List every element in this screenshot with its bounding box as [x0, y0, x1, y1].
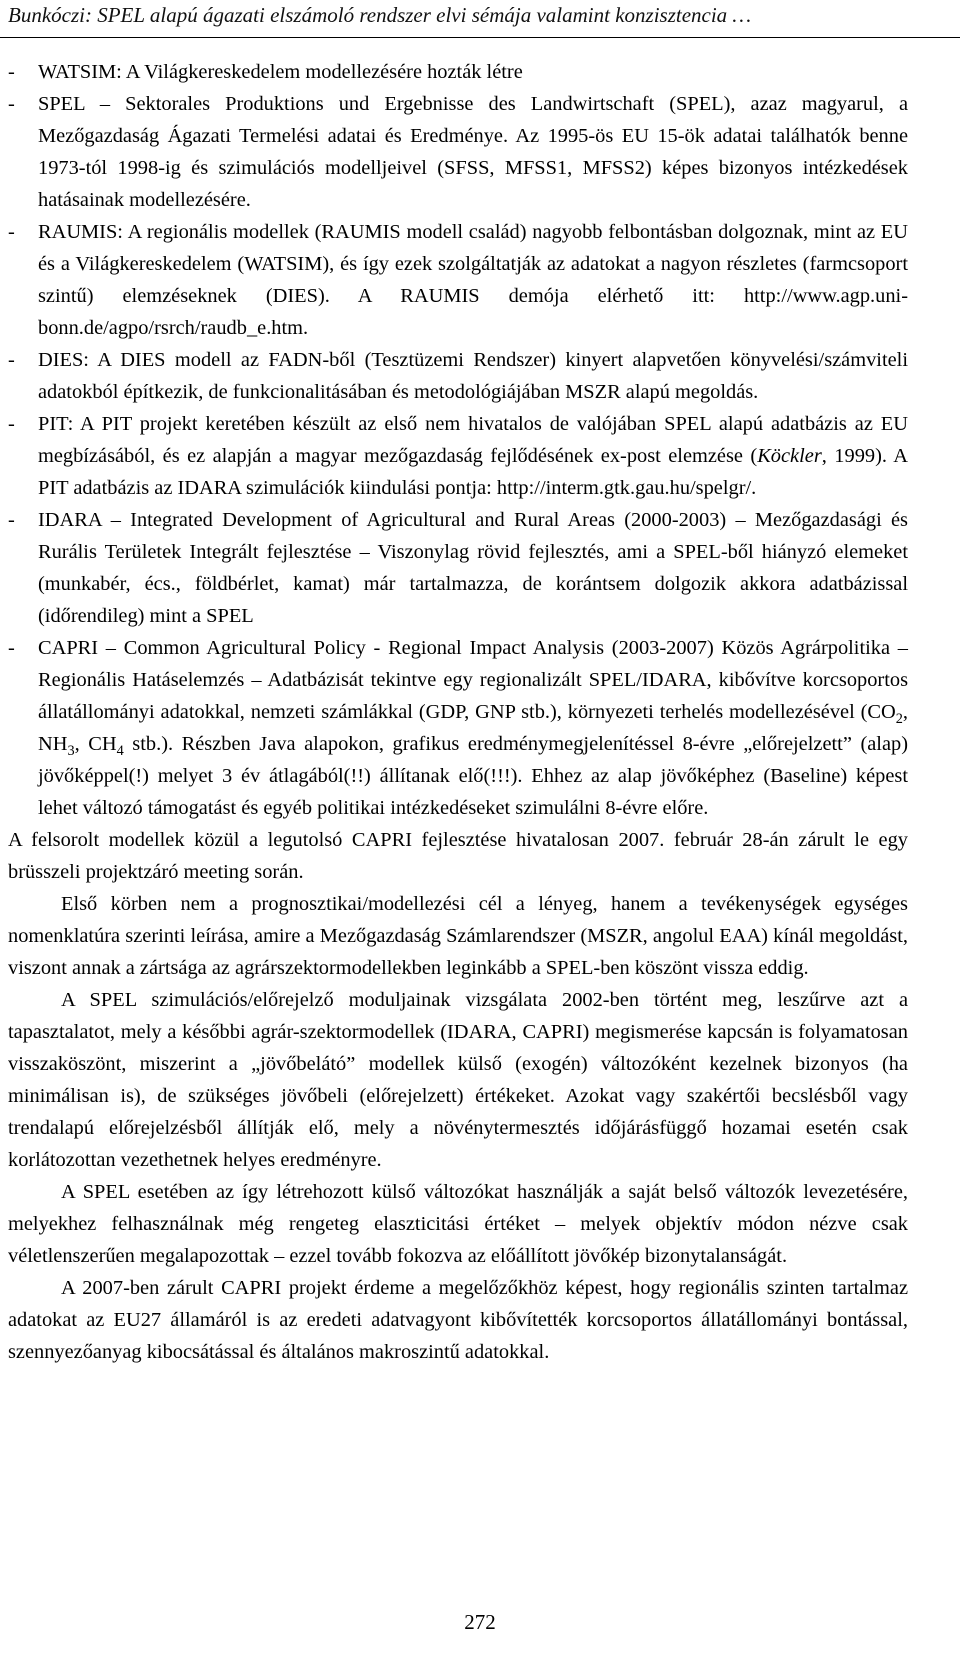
list-item-pit: [8, 408, 908, 504]
list-item-text: , CH: [74, 733, 117, 755]
list-item-capri: [8, 632, 908, 824]
paragraph-spel-simulation: A SPEL szimulációs/előrejelző moduljainak vizsgálata 2002-ben történt meg, leszűrve azt a tapasztalatot, mely a későbbi agrár-szektormodellek (IDARA, CAPRI) megismerése kapcsán is folyamatosan visszaköszönt, miszerint a „jövőbelátó” modellek külső (exogén) változóként kezelnek bizonyos (ha minimálisan is), de szükséges jövőbeli (előrejelzett) értékeket. Azokat vagy szakértői becslésből vagy trendalapú előrejelzésből állítják elő, mely a növénytermesztés időjárásfüggő hozamai esetén csak korlátozottan vezethetnek helyes eredményre.: [8, 989, 908, 1171]
list-item-dies: [8, 344, 908, 408]
list-item-text: PIT: A PIT projekt keretében készült az első nem hivatalos de valójában SPEL alapú adatbázis az EU megbízásából, és ez alapján a magyar mezőgazdaság fejlődésének ex-post elemzése (: [38, 413, 908, 467]
paragraph-capri-closing: A felsorolt modellek közül a legutolsó CAPRI fejlesztése hivatalosan 2007. február 28-án zárult le egy brüsszeli projektzáró meeting során.: [8, 829, 908, 883]
list-item-spel: [8, 88, 908, 216]
paragraph-external-variables: A SPEL esetében az így létrehozott külső változókat használják a saját belső változók levezetésére, melyekhez felhasználnak még rengeteg elaszticitási értéket – melyek objektív módon nézve csak véletlenszerűen megalapozottak – ezzel tovább fokozva az előállított jövőkép bizonytalanságát.: [8, 1181, 908, 1267]
page-number: 272: [464, 1610, 496, 1634]
list-item-text: , NH: [38, 701, 908, 755]
list-item-text: , 1999). A PIT adatbázis az IDARA szimulációk kiindulási pontja: http://interm.gtk.gau.hu/spelgr/.: [38, 445, 909, 499]
list-item-text: CAPRI – Common Agricultural Policy - Regional Impact Analysis (2003-2007) Közös Agrárpolitika – Regionális Hatáselemzés – Adatbázisát tekintve egy regionalizált SPEL/IDARA, kibővítve korcsoportos állatállományi adatokkal, nemzeti számlákkal (GDP, GNP stb.), környezeti terhelés modellezésével (CO: [38, 637, 908, 723]
model-list: [8, 56, 908, 824]
list-item-raumis: [8, 216, 908, 344]
subscript: 4: [116, 743, 124, 760]
list-item-text: stb.). Részben Java alapokon, grafikus eredménymegjelenítéssel 8-évre „előrejelzett” (alap) jövőképpel(!) melyet 3 év átlagából(!!) állítanak elő(!!!). Ehhez az alap jövőképhez (Baseline) képest lehet változó támogatást és egyéb politikai intézkedéseket szimulálni 8-évre előre.: [38, 733, 908, 819]
subscript: 2: [895, 711, 903, 728]
running-header: [0, 0, 960, 38]
paragraph-capri-merit: A 2007-ben zárult CAPRI projekt érdeme a megelőzőkhöz képest, hogy regionális szinten tartalmaz adatokat az EU27 államáról is az eredeti adatvagyont kibővítették korcsoportos állatállományi bontással, szennyezőanyag kibocsátással és általános makroszintű adatokkal.: [8, 1277, 908, 1363]
running-title: Bunkóczi: SPEL alapú ágazati elszámoló rendszer elvi sémája valamint konzisztencia …: [8, 3, 752, 27]
citation-author: Köckler: [757, 445, 822, 467]
list-item-text: IDARA – Integrated Development of Agricultural and Rural Areas (2000-2003) – Mezőgazdasági és Rurális Területek Integrált fejlesztése – Viszonylag rövid fejlesztés, ami a SPEL-ből hiányzó elemeket (munkabér, écs., földbérlet, kamat) már tartalmazza, de korántsem dolgozik akkora adatbázissal (időrendileg) mint a SPEL: [38, 509, 908, 627]
list-item-idara: [8, 504, 908, 632]
paragraph-nomenclature: Első körben nem a prognosztikai/modellezési cél a lényeg, hanem a tevékenységek egységes nomenklatúra szerinti leírása, amire a Mezőgazdaság Számlarendszer (MSZR, angolul EAA) kínál megoldást, viszont annak a zártsága az agrárszektormodellekben leginkább a SPEL-ben köszönt vissza eddig.: [8, 893, 908, 979]
subscript: 3: [67, 743, 75, 760]
list-item-watsim: [8, 56, 908, 88]
list-item-text: WATSIM: A Világkereskedelem modellezésére hozták létre: [38, 61, 523, 83]
list-item-text: DIES: A DIES modell az FADN-ből (Tesztüzemi Rendszer) kinyert alapvetően könyvelési/számviteli adatokból építkezik, de funkcionalitásában és metodológiájában MSZR alapú megoldás.: [38, 349, 908, 403]
page-body: [8, 44, 908, 1368]
list-item-text: SPEL – Sektorales Produktions und Ergebnisse des Landwirtschaft (SPEL), azaz magyarul, a Mezőgazdaság Ágazati Termelési adatai és Eredménye. Az 1995-ös EU 15-ök adatai találhatók benne 1973-tól 1998-ig és szimulációs modelljeivel (SFSS, MFSS1, MFSS2) képes bizonyos intézkedések hatásainak modellezésére.: [38, 93, 908, 211]
list-item-text: RAUMIS: A regionális modellek (RAUMIS modell család) nagyobb felbontásban dolgoznak, mint az EU és a Világkereskedelem (WATSIM), és így ezek szolgáltatják az adatokat a nagyon részletes (farmcsoport szintű) elemzéseknek (DIES). A RAUMIS demója elérhető itt: http://www.agp.uni-bonn.de/agpo/rsrch/raudb_e.htm.: [38, 221, 908, 339]
